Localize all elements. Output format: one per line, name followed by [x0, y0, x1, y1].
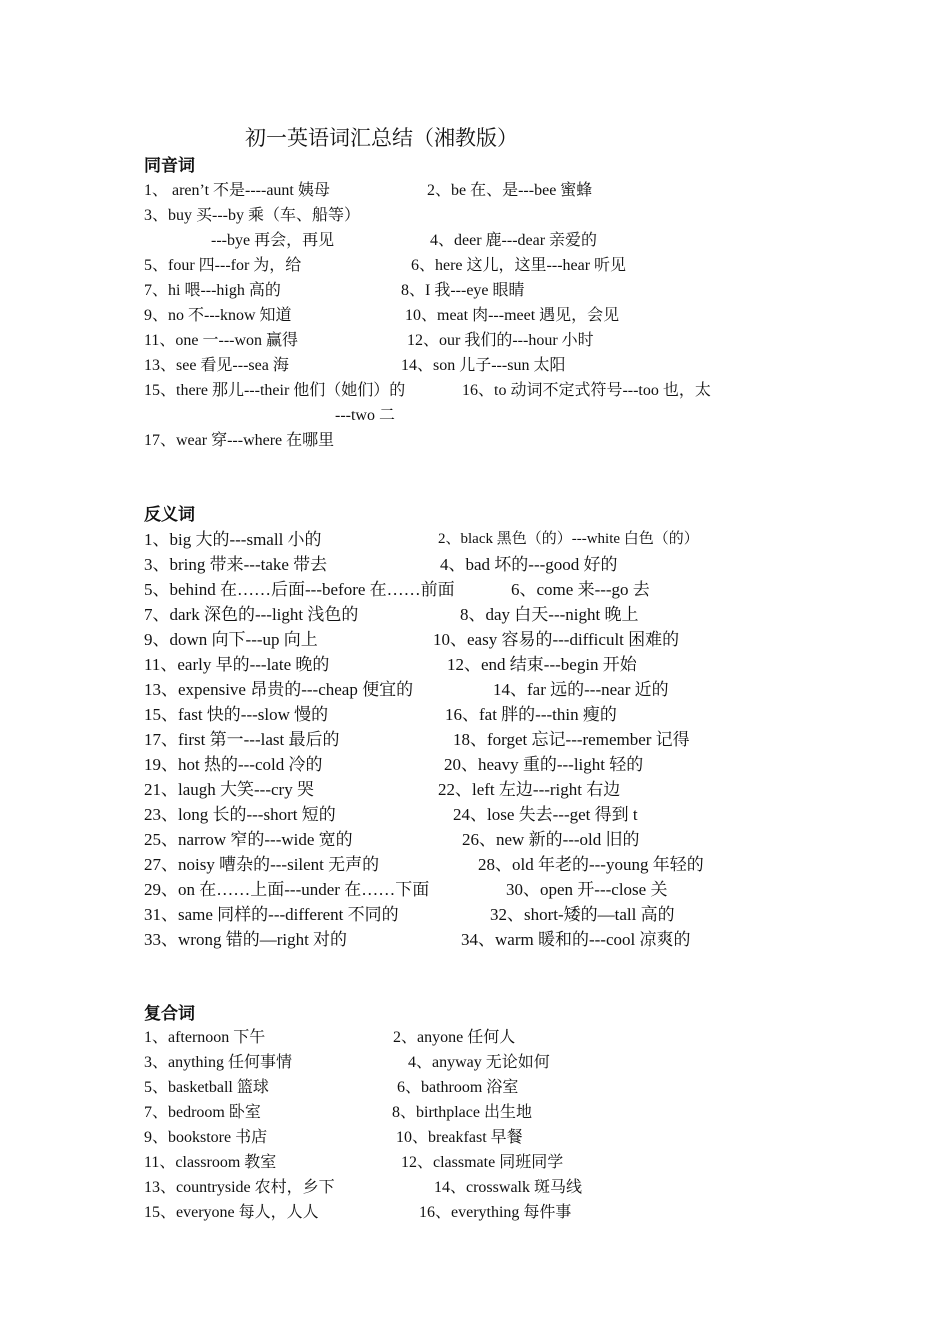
compound-line: 7、bedroom 卧室 [144, 1104, 261, 1121]
compound-line: 1、afternoon 下午 [144, 1029, 266, 1046]
homophone-line: 15、there 那儿---their 他们（她们）的 [144, 382, 406, 399]
antonym-line: 15、fast 快的---slow 慢的 [144, 705, 329, 724]
antonym-line: 16、fat 胖的---thin 瘦的 [445, 705, 617, 724]
compound-line: 12、classmate 同班同学 [401, 1154, 564, 1171]
compound-line: 10、breakfast 早餐 [396, 1129, 523, 1146]
antonym-line: 4、bad 坏的---good 好的 [440, 555, 618, 574]
antonym-line: 30、open 开---close 关 [506, 880, 668, 899]
homophone-line: 14、son 儿子---sun 太阳 [401, 357, 566, 374]
homophone-line: 2、be 在、是---bee 蜜蜂 [427, 182, 593, 199]
homophone-line: 13、see 看见---sea 海 [144, 357, 289, 374]
antonym-line: 5、behind 在……后面---before 在……前面 [144, 580, 455, 599]
homophone-line: ---bye 再会，再见 [211, 232, 335, 249]
homophone-line: 11、one 一---won 赢得 [144, 332, 299, 349]
compound-line: 2、anyone 任何人 [393, 1029, 516, 1046]
homophone-line: ---two 二 [335, 407, 395, 424]
antonym-line: 22、left 左边---right 右边 [438, 780, 621, 799]
compound-line: 14、crosswalk 斑马线 [434, 1179, 582, 1196]
antonym-line: 23、long 长的---short 短的 [144, 805, 336, 824]
antonym-line: 2、black 黑色（的）---white 白色（的） [438, 531, 699, 547]
homophone-line: 9、no 不---know 知道 [144, 307, 292, 324]
antonym-line: 31、same 同样的---different 不同的 [144, 905, 399, 924]
homophone-line: 4、deer 鹿---dear 亲爱的 [430, 232, 598, 249]
antonym-line: 17、first 第一---last 最后的 [144, 730, 340, 749]
homophone-line: 16、to 动词不定式符号---too 也，太 [462, 382, 711, 399]
compound-line: 16、everything 每件事 [419, 1204, 572, 1221]
antonym-line: 26、new 新的---old 旧的 [462, 830, 640, 849]
antonyms-heading: 反义词 [144, 505, 195, 524]
compound-line: 11、classroom 教室 [144, 1154, 277, 1171]
antonym-line: 10、easy 容易的---difficult 困难的 [433, 630, 680, 649]
antonym-line: 21、laugh 大笑---cry 哭 [144, 780, 314, 799]
antonym-line: 12、end 结束---begin 开始 [447, 655, 637, 674]
antonym-line: 3、bring 带来---take 带去 [144, 555, 328, 574]
compound-line: 5、basketball 篮球 [144, 1079, 269, 1096]
antonym-line: 11、early 早的---late 晚的 [144, 655, 330, 674]
antonym-line: 14、far 远的---near 近的 [493, 680, 669, 699]
antonym-line: 8、day 白天---night 晚上 [460, 605, 639, 624]
antonym-line: 6、come 来---go 去 [511, 580, 650, 599]
homophones-heading: 同音词 [144, 156, 195, 175]
page-title: 初一英语词汇总结（湘教版） [245, 126, 518, 150]
compound-line: 4、anyway 无论如何 [408, 1054, 550, 1071]
compound-line: 13、countryside 农村，乡下 [144, 1179, 335, 1196]
homophone-line: 7、hi 喂---high 高的 [144, 282, 281, 299]
antonym-line: 9、down 向下---up 向上 [144, 630, 318, 649]
homophone-line: 8、I 我---eye 眼睛 [401, 282, 525, 299]
antonym-line: 1、big 大的---small 小的 [144, 530, 322, 549]
antonym-line: 32、short-矮的—tall 高的 [490, 905, 675, 924]
homophone-line: 1、 aren’t 不是----aunt 姨母 [144, 182, 330, 199]
antonym-line: 28、old 年老的---young 年轻的 [478, 855, 704, 874]
compound-line: 6、bathroom 浴室 [397, 1079, 519, 1096]
homophone-line: 3、buy 买---by 乘（车、船等） [144, 207, 360, 224]
compound-line: 9、bookstore 书店 [144, 1129, 268, 1146]
antonym-line: 19、hot 热的---cold 冷的 [144, 755, 323, 774]
homophone-line: 6、here 这儿，这里---hear 听见 [411, 257, 627, 274]
compound-line: 3、anything 任何事情 [144, 1054, 292, 1071]
antonym-line: 20、heavy 重的---light 轻的 [444, 755, 644, 774]
homophone-line: 17、wear 穿---where 在哪里 [144, 432, 335, 449]
homophone-line: 10、meat 肉---meet 遇见，会见 [405, 307, 620, 324]
homophone-line: 12、our 我们的---hour 小时 [407, 332, 594, 349]
antonym-line: 18、forget 忘记---remember 记得 [453, 730, 690, 749]
antonym-line: 29、on 在……上面---under 在……下面 [144, 880, 430, 899]
antonym-line: 24、lose 失去---get 得到 t [453, 805, 638, 824]
compound-line: 15、everyone 每人，人人 [144, 1204, 319, 1221]
compounds-heading: 复合词 [144, 1004, 195, 1023]
antonym-line: 25、narrow 窄的---wide 宽的 [144, 830, 353, 849]
antonym-line: 7、dark 深色的---light 浅色的 [144, 605, 359, 624]
antonym-line: 33、wrong 错的—right 对的 [144, 930, 348, 949]
homophone-line: 5、four 四---for 为，给 [144, 257, 302, 274]
antonym-line: 27、noisy 嘈杂的---silent 无声的 [144, 855, 380, 874]
antonym-line: 13、expensive 昂贵的---cheap 便宜的 [144, 680, 414, 699]
antonym-line: 34、warm 暖和的---cool 凉爽的 [461, 930, 691, 949]
compound-line: 8、birthplace 出生地 [392, 1104, 532, 1121]
